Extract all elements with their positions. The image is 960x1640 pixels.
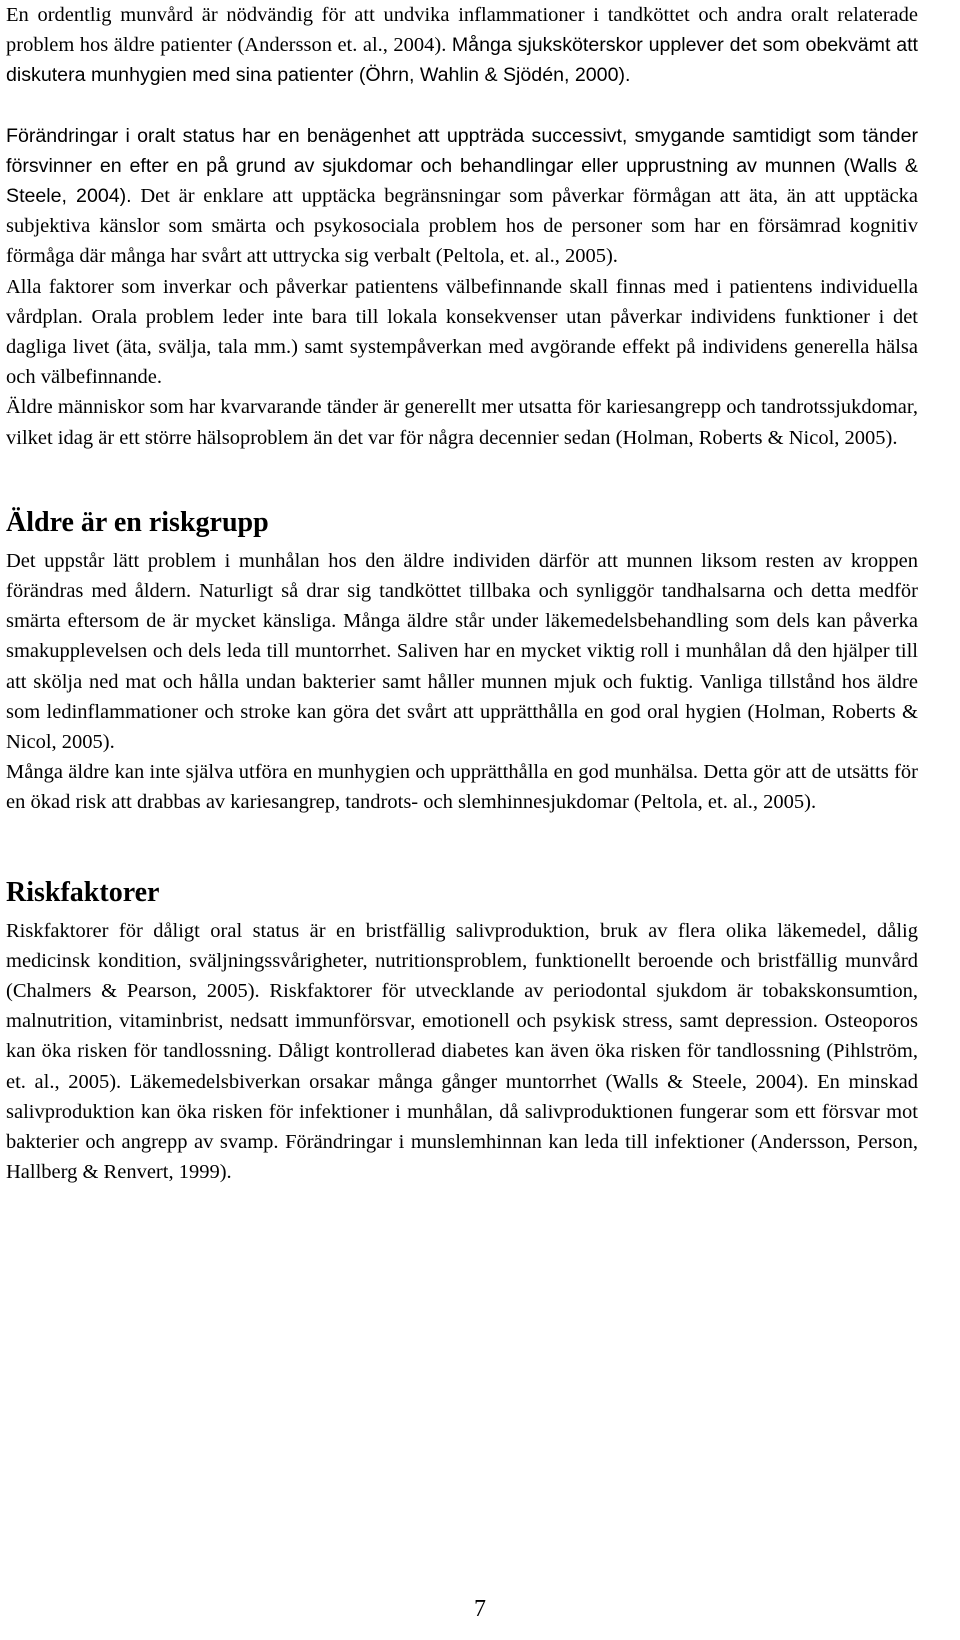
changes-sans-text: Förändringar i oralt status har en benägenhet att uppträda successivt, smygande samtidigt som tänder försvinner en efter en på grund av sjukdomar och behandlingar eller upprustning av munnen (Walls & Steele, 2004). [6, 124, 918, 208]
intro-sentence-2: Många sjuksköterskor upplever det som obekvämt att diskutera munhygien med sina patienter (Öhrn, Wahlin & Sjödén, 2000). [6, 34, 919, 87]
intro-paragraph [6, 0, 918, 91]
risk-factors-paragraph: Riskfaktorer för dåligt oral status är en bristfällig salivproduktion, bruk av flera olika läkemedel, dålig medicinsk kondition, sväljningssvårigheter, nutritionsproblem, funktionellt beroende och bristfällig munvård (Chalmers & Pearson, 2005). Riskfaktorer för utvecklande av periodontal sjukdom är tobakskonsumtion, malnutrition, vitaminbrist, nedsatt immunförsvar, emotionell och psykisk stress, samt depression. Osteoporos kan öka risken för tandlossning. Dåligt kontrollerad diabetes kan även öka risken för tandlossning (Pihlström, et. al., 2005). Läkemedelsbiverkan orsakar många gånger muntorrhet (Walls & Steele, 2004). En minskad salivproduktion kan öka risken för infektioner i munhålan, då salivproduktionen fungerar som ett försvar mot bakterier och angrepp av svamp. Förändringar i munslemhinnan kan leda till infektioner (Andersson, Person, Hallberg & Renvert, 1999). [6, 919, 918, 1184]
changes-serif-text: Det är enklare att upptäcka begränsningar som påverkar förmågan att äta, än att upptäcka subjektiva känslor som smärta och psykosociala problem hos de personer som har en försämrad kognitiv förmåga där många har svårt att uttrycka sig verbalt (Peltola, et. al., 2005). [6, 185, 918, 268]
heading-risk-group: Äldre är en riskgrupp [6, 506, 269, 538]
factors-paragraph: Alla faktorer som inverkar och påverkar patientens välbefinnande skall finnas med i patientens individuella vårdplan. Orala problem leder inte bara till lokala konsekvenser utan påverkar individens funktioner i det dagliga livet (äta, svälja, tala mm.) samt systempåverkan med avgörande effekt på individens generella hälsa och välbefinnande. [6, 275, 918, 389]
changes-paragraph [6, 121, 918, 272]
intro-sentence-1: En ordentlig munvård är nödvändig för att undvika inflammationer i tandköttet och andra oralt relaterade problem hos äldre patienter (Andersson et. al., 2004). [6, 4, 918, 57]
risk-group-paragraph-1: Det uppstår lätt problem i munhålan hos den äldre individen därför att munnen liksom resten av kroppen förändras med åldern. Naturligt så drar sig tandköttet tillbaka och synliggör tandhalsarna och detta medför smärta eftersom de är mycket känsliga. Många äldre står under läkemedelsbehandling som dels kan påverka smakupplevelsen och dels leda till muntorrhet. Saliven har en mycket viktig roll i munhålan då den hjälper till att skölja ned mat och hålla undan bakterier samt håller munnen mjuk och fuktig. Vanliga tillstånd hos äldre som ledinflammationer och stroke kan göra det svårt att upprätthålla en god oral hygien (Holman, Roberts & Nicol, 2005). [6, 549, 918, 754]
teeth-paragraph: Äldre människor som har kvarvarande tänder är generellt mer utsatta för kariesangrepp och tandrotssjukdomar, vilket idag är ett större hälsoproblem än det var för några decennier sedan (Holman, Roberts & Nicol, 2005). [6, 396, 918, 449]
heading-risk-factors: Riskfaktorer [6, 876, 160, 908]
document-page [6, 0, 918, 1188]
page-number: 7 [474, 1596, 486, 1622]
risk-group-paragraph-2: Många äldre kan inte själva utföra en munhygien och upprätthålla en god munhälsa. Detta gör att de utsätts för en ökad risk att drabbas av kariesangrep, tandrots- och slemhinnesjukdomar (Peltola, et. al., 2005). [6, 761, 918, 814]
